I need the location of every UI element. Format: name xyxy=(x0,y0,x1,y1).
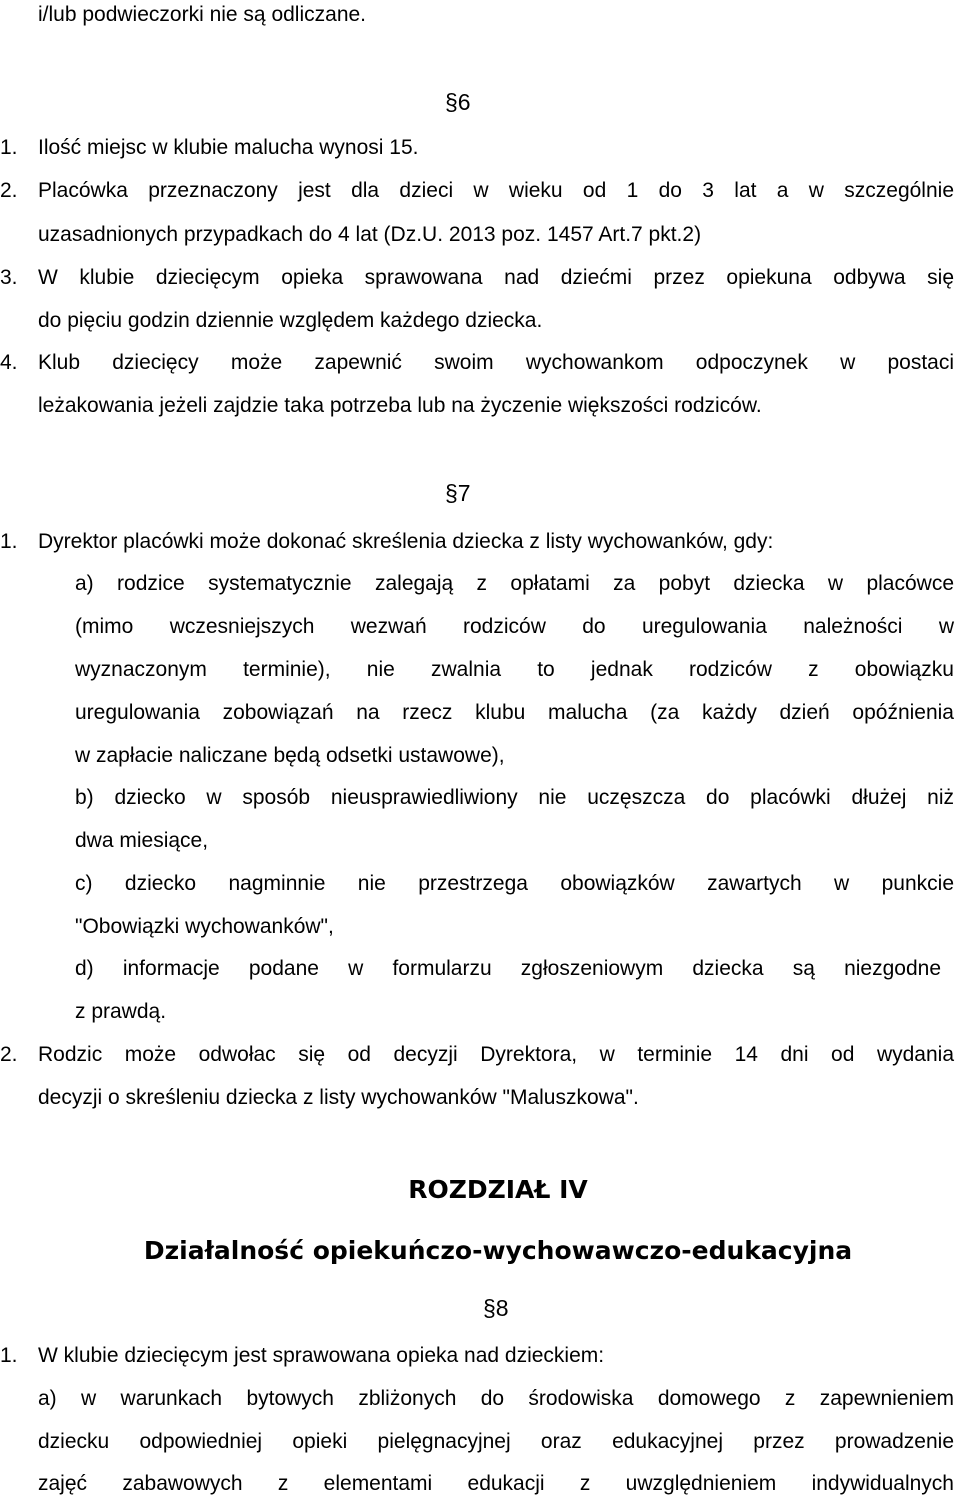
section-6-item-3-line-1: W klubie dziecięcym opieka sprawowana nad dziećmi przez opiekuna odbywa się xyxy=(38,266,954,289)
chapter-title: ROZDZIAŁ IV xyxy=(408,1175,588,1204)
section-7-item-1-text: Dyrektor placówki może dokonać skreślenia dziecka z listy wychowanków, gdy: xyxy=(38,530,774,553)
section-7-item-1c-line-1: c) dziecko nagminnie nie przestrzega obowiązków zawartych w punkcie xyxy=(75,872,954,895)
section-8-item-1-text: W klubie dziecięcym jest sprawowana opieka nad dzieckiem: xyxy=(38,1344,605,1367)
section-7-item-1-number: 1. xyxy=(0,530,18,553)
section-6-item-3-number: 3. xyxy=(0,266,18,289)
section-8-item-1-number: 1. xyxy=(0,1344,18,1367)
section-7-item-1a-line-4: uregulowania zobowiązań na rzecz klubu malucha (za każdy dzień opóźnienia xyxy=(75,701,954,724)
section-6-item-1-text: Ilość miejsc w klubie malucha wynosi 15. xyxy=(38,136,419,159)
section-6-item-4-number: 4. xyxy=(0,351,18,374)
section-7-item-2-line-1: Rodzic może odwołac się od decyzji Dyrektora, w terminie 14 dni od wydania xyxy=(38,1043,954,1066)
section-7-item-1b-line-2: dwa miesiące, xyxy=(75,829,209,852)
section-6-item-2-line-1: Placówka przeznaczony jest dla dzieci w wieku od 1 do 3 lat a w szczególnie xyxy=(38,179,954,202)
section-8-item-1a-line-1: a) w warunkach bytowych zbliżonych do środowiska domowego z zapewnieniem xyxy=(38,1387,954,1410)
section-6-item-2-number: 2. xyxy=(0,179,18,202)
continued-text: i/lub podwieczorki nie są odliczane. xyxy=(38,3,367,26)
section-7-item-1a-line-1: a) rodzice systematycznie zalegają z opłatami za pobyt dziecka w placówce xyxy=(75,572,954,595)
section-8-item-1a-line-3: zajęć zabawowych z elementami edukacji z uwzględnieniem indywidualnych xyxy=(38,1472,954,1495)
section-6-item-4-line-1: Klub dziecięcy może zapewnić swoim wychowankom odpoczynek w postaci xyxy=(38,351,954,374)
section-7-item-1a-line-3: wyznaczonym terminie), nie zwalnia to jednak rodziców z obowiązku xyxy=(75,658,954,681)
chapter-subtitle: Działalność opiekuńczo-wychowawczo-edukacyjna xyxy=(143,1236,853,1265)
section-7-item-2-number: 2. xyxy=(0,1043,18,1066)
section-7-heading: §7 xyxy=(445,480,471,506)
section-7-item-1a-line-5: w zapłacie naliczane będą odsetki ustawowe), xyxy=(75,744,505,767)
section-6-heading: §6 xyxy=(445,89,471,115)
section-7-item-1b-line-1: b) dziecko w sposób nieusprawiedliwiony nie uczęszcza do placówki dłużej niż xyxy=(75,786,954,809)
section-6-item-4-line-2: leżakowania jeżeli zajdzie taka potrzeba lub na życzenie większości rodziców. xyxy=(38,394,762,417)
section-6-item-3-line-2: do pięciu godzin dziennie względem każdego dziecka. xyxy=(38,309,543,332)
section-7-item-1d-line-2: z prawdą. xyxy=(75,1000,167,1023)
section-6-item-2-line-2: uzasadnionych przypadkach do 4 lat (Dz.U. 2013 poz. 1457 Art.7 pkt.2) xyxy=(38,223,702,246)
section-7-item-1d-line-1: d) informacje podane w formularzu zgłoszeniowym dziecka są niezgodne xyxy=(75,957,941,980)
section-7-item-1c-line-2: "Obowiązki wychowanków", xyxy=(75,915,334,938)
section-8-heading: §8 xyxy=(483,1295,509,1321)
section-7-item-1a-line-2: (mimo wczesniejszych wezwań rodziców do uregulowania należności w xyxy=(75,615,954,638)
section-7-item-2-line-2: decyzji o skreśleniu dziecka z listy wychowanków "Maluszkowa". xyxy=(38,1086,639,1109)
section-8-item-1a-line-2: dziecku odpowiedniej opieki pielęgnacyjnej oraz edukacyjnej przez prowadzenie xyxy=(38,1430,954,1453)
section-6-item-1-number: 1. xyxy=(0,136,18,159)
